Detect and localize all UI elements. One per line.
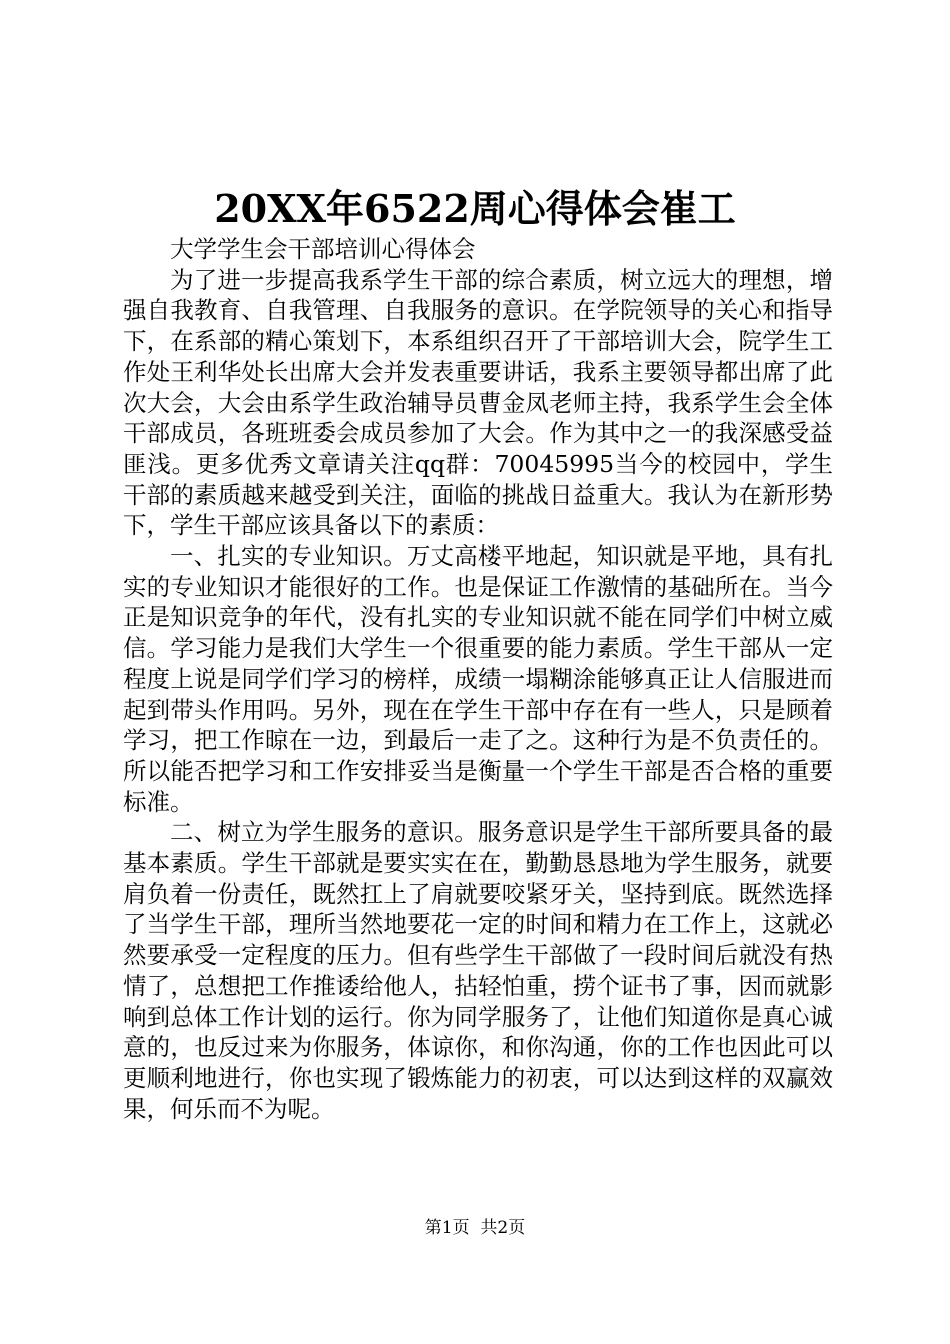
document-body xyxy=(123,234,833,1124)
paragraph-professional-knowledge: 一、扎实的专业知识。万丈高楼平地起，知识就是平地，具有扎实的专业知识才能很好的工作。也是保证工作激情的基础所在。当今正是知识竞争的年代，没有扎实的专业知识就不能在同学们中树立威信。学习能力是我们大学生一个很重要的能力素质。学生干部从一定程度上说是同学们学习的榜样，成绩一塌糊涂能够真正让人信服进而起到带头作用吗。另外，现在在学生干部中存在有一些人，只是顾着学习，把工作晾在一边，到最后一走了之。这种行为是不负责任的。所以能否把学习和工作安排妥当是衡量一个学生干部是否合格的重要标准。 xyxy=(123,542,833,816)
document-subtitle: 大学学生会干部培训心得体会 xyxy=(170,235,476,263)
page-footer xyxy=(0,1216,950,1240)
page-number-current: 第1页 xyxy=(424,1218,470,1238)
paragraph-intro: 为了进一步提高我系学生干部的综合素质，树立远大的理想，增强自我教育、自我管理、自我服务的意识。在学院领导的关心和指导下，在系部的精心策划下，本系组织召开了干部培训大会，院学生工作处王利华处长出席大会并发表重要讲话，我系主要领导都出席了此次大会，大会由系学生政治辅导员曹金凤老师主持，我系学生会全体干部成员，各班班委会成员参加了大会。作为其中之一的我深感受益匪浅。更多优秀文章请关注qq群：70045995当今的校园中，学生干部的素质越来越受到关注，面临的挑战日益重大。我认为在新形势下，学生干部应该具备以下的素质： xyxy=(123,265,833,540)
page-number-total: 共2页 xyxy=(480,1218,526,1238)
document-title: 20XX年6522周心得体会崔工 xyxy=(214,186,736,231)
paragraph-service-awareness: 二、树立为学生服务的意识。服务意识是学生干部所要具备的最基本素质。学生干部就是要实实在在，勤勤恳恳地为学生服务，就要肩负着一份责任，既然扛上了肩就要咬紧牙关，坚持到底。既然选择了当学生干部，理所当然地要花一定的时间和精力在工作上，这就必然要承受一定程度的压力。但有些学生干部做了一段时间后就没有热情了，总想把工作推诿给他人，拈轻怕重，捞个证书了事，因而就影响到总体工作计划的运行。你为同学服务了，让他们知道你是真心诚意的，也反过来为你服务，体谅你，和你沟通，你的工作也因此可以更顺利地进行，你也实现了锻炼能力的初衷，可以达到这样的双赢效果，何乐而不为呢。 xyxy=(123,818,833,1123)
